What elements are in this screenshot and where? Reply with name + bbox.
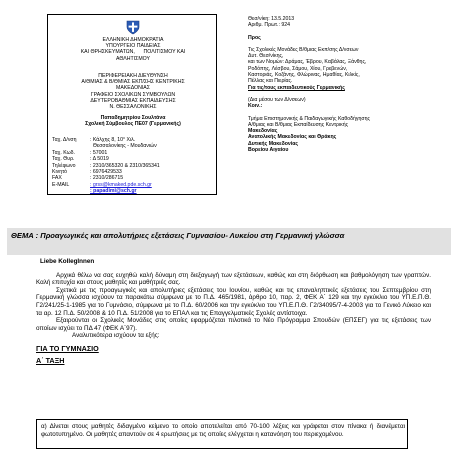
paragraph: Σχετικά με τις προαγωγικές και απολυτήριες εξετάσεις του Ιουνίου, καθώς και τις επαναληπτικές εξετάσεις του Σεπτεμβρίου στη Γερμανική γλώσσα ισχύουν τα παρακάτω σύμφωνα με το Π.Δ. 465/1981, άρθρο 10, παρ. 2, ΦΕΚ Α΄ 129 και την εγκύκλιο του ΥΠ.Ε.Π.Θ. Γ2/241/25-1-1985 για το Γυμνάσιο, σύμφωνα με το Π.Δ. 60/2006 και την εγκύκλιο του ΥΠ.Ε.Π.Θ. Γ2/34095/7-4-2003 για το Γενικό Λύκειο και τα αρ. 12 Π.Δ. 50/2008 & 10 Π.Δ. 51/2008 για το ΕΠΑΛ και τις Επαγγελματικές Σχολές αντίστοιχα.: [36, 286, 431, 317]
office-line: ΓΡΑΦΕΙΟ ΣΧΟΛΙΚΩΝ ΣΥΜΒΟΥΛΩΝ: [90, 91, 176, 98]
ministry-line: ΕΛΛΗΝΙΚΗ ΔΗΜΟΚΡΑΤΙΑ: [102, 37, 164, 43]
contact-row: Θεσσαλονίκης - Μουδανιών: [90, 143, 157, 150]
contact-row: FAX : 2310/286715: [52, 175, 124, 182]
subject-bar: [7, 228, 451, 255]
greeting: Liebe KollegInnen: [40, 258, 95, 265]
paragraph: Εξαιρούνται οι Σχολικές Μονάδες στις οποίες εφαρμόζεται πιλοτικά το Νέο Πρόγραμμα Σπουδών (ΕΠΣΕΓ) για τις εξετάσεις των οποίων ισχύει το ΠΔ 47 (ΦΕΚ Α΄97).: [36, 317, 431, 332]
recipients-block: [248, 16, 448, 153]
email-link[interactable]: : grss@kmaked.pde.sch.gr: [90, 181, 152, 188]
office-line: Ν. ΘΕΣΣΑΛΟΝΙΚΗΣ: [109, 104, 157, 111]
letter-body: [36, 258, 431, 364]
cc-line: Μακεδονίας: [248, 128, 278, 135]
contact-row-email: [52, 188, 216, 194]
cc-line: Δυτικής Μακεδονίας: [248, 140, 299, 147]
ministry-line: ΚΑΙ ΘΡΗΣΚΕΥΜΑΤΩΝ, ΠΟΛΙΤΙΣΜΟΥ ΚΑΙ: [80, 49, 186, 56]
contact-person-title: Σχολική Σύμβουλος ΠΕ07 (Γερμανικής): [85, 121, 181, 128]
ministry-name: [48, 37, 218, 62]
protocol-number: Αριθμ. Πρωτ.: 924: [248, 22, 291, 29]
cc-line: Τμήμα Επιστημονικής & Παιδαγωγικής Καθοδήγησης: [248, 115, 370, 122]
contact-person-name: Παπαδημητρίου Σουλτάνα: [100, 115, 166, 121]
email-link[interactable]: : papadimi@sch.gr: [90, 188, 137, 195]
document-date: Θεσ/νίκη: 13.5.2013: [248, 16, 295, 22]
contact-person: [48, 115, 218, 127]
cc-line: Ανατολικής Μακεδονίας και Θράκης: [248, 134, 337, 141]
cc-line: Βορείου Αιγαίου: [248, 147, 289, 154]
to-label: Προς: [248, 34, 261, 41]
recipient-line: Καστοριάς, Κοζάνης, Φλώρινας, Ημαθίας, Κιλκίς,: [248, 72, 360, 79]
contact-row: Ταχ. Δ/νση : Κάλχης 8, 10° Χιλ.: [52, 137, 136, 143]
contact-row: Ταχ. Θυρ. : Δ 5019: [52, 156, 109, 163]
subsection-heading: Α΄ ΤΑΞΗ: [36, 355, 65, 365]
section-heading: ΓΙΑ ΤΟ ΓΥΜΝΑΣΙΟ: [36, 343, 99, 353]
contact-row: Ταχ. Κωδ. : 57001: [52, 149, 108, 156]
via-note: (Δια μέσου των Δ/νσεων): [248, 96, 306, 103]
office-line: ΠΕΡΙΦΕΡΕΙΑΚΗ ΔΙΕΥΘΥΝΣΗ: [98, 73, 168, 79]
contact-row: Κινητό : 6976429533: [52, 169, 122, 176]
recipient-line: Πέλλας και Πιερίας.: [248, 78, 293, 85]
requirement-text: α) Δίνεται στους μαθητές διδαγμένο κείμενο το οποίο αποτελείται από 70-100 λέξεις και γράφεται στον πίνακα ή διανέμεται φωτοτυπημένο. Οι μαθητές απαντούν σε 4 ερωτήσεις με τις οποίες ελέγχεται η κατανόηση του περιεχομένου.: [41, 423, 405, 438]
cc-label: Κοιν.:: [248, 103, 263, 110]
recipient-line: και των Νομών: Δράμας, Έβρου, Καβάλας, Ξάνθης,: [248, 59, 367, 66]
office-name: [48, 73, 218, 110]
contact-row: Τηλέφωνο : 2310/365320 & 2310/365341: [52, 162, 160, 169]
recipient-line: Τις Σχολικές Μονάδες Β/θμιας Εκπ/σης Δ/νσεων: [248, 46, 359, 53]
contact-details: [52, 137, 216, 195]
recipient-line: Ροδόπης, Λέσβου, Σάμου, Χίου, Γρεβενών,: [248, 65, 348, 72]
ministry-line: ΑΘΛΗΤΙΣΜΟΥ: [116, 55, 150, 62]
paragraph: Αρχικά θέλω να σας ευχηθώ καλή δύναμη στη διεξαγωγή των εξετάσεων, καθώς και στη διόρθωση και βαθμολόγηση των γραπτών. Καλή επιτυχία και στους μαθητές και μαθήτριές σας.: [36, 271, 431, 287]
contact-row-email: E-MAIL : grss@kmaked.pde.sch.gr: [52, 182, 216, 188]
recipient-line: Δυτ. Θεσ/νίκης,: [248, 53, 284, 60]
letterhead-box: [47, 14, 217, 195]
subject-text: ΘΕΜΑ : Προαγωγικές και απολυτήριες εξετάσεις Γυμνασίου- Λυκείου στη Γερμανική γλώσσα: [11, 231, 345, 240]
cc-line: Α/θμιας και Β/θμιας Εκπαίδευσης Κεντρικής: [248, 121, 349, 128]
requirement-box: [36, 419, 408, 449]
office-line: Α/ΘΜΙΑΣ & Β/ΘΜΙΑΣ ΕΚΠ/ΣΗΣ ΚΕΝΤΡΙΚΗΣ: [81, 79, 185, 86]
paragraph: Αναλυτικότερα ισχύουν τα εξής:: [72, 332, 160, 340]
recipient-teachers: Για τις/τους εκπαιδευτικούς Γερμανικής: [248, 84, 345, 91]
greek-coat-of-arms-icon: [125, 19, 141, 35]
office-line: ΜΑΚΕΔΟΝΙΑΣ: [116, 85, 150, 92]
ministry-line: ΥΠΟΥΡΓΕΙΟ ΠΑΙΔΕΙΑΣ: [105, 43, 161, 50]
office-line: ΔΕΥΤΕΡΟΒΑΘΜΙΑΣ ΕΚΠΑΙΔΕΥΣΗΣ: [90, 97, 176, 104]
